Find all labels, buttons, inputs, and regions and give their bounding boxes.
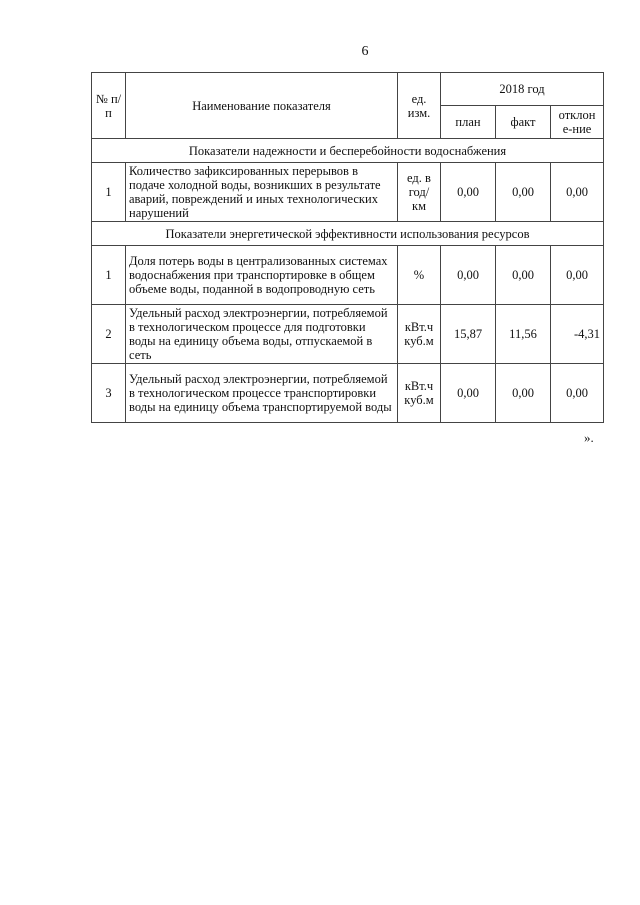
row-plan: 0,00 (441, 163, 496, 222)
row-deviation: -4,31 (551, 305, 604, 364)
closing-quote-mark: ». (584, 430, 594, 445)
table-row (92, 163, 604, 222)
row-deviation: 0,00 (551, 364, 604, 423)
section-row (92, 139, 604, 163)
table-row (92, 305, 604, 364)
table-header-row (92, 73, 604, 106)
row-fact: 0,00 (496, 163, 551, 222)
row-name: Количество зафиксированных перерывов в подаче холодной воды, возникших в результате аварий, повреждений и иных технологических нарушений (126, 163, 398, 222)
row-num: 1 (92, 246, 126, 305)
row-deviation: 0,00 (551, 163, 604, 222)
header-year: 2018 год (441, 73, 604, 106)
header-name: Наименование показателя (126, 73, 398, 139)
header-deviation: отклон е-ние (551, 106, 604, 139)
row-name: Доля потерь воды в централизованных системах водоснабжения при транспортировке в общем объеме воды, поданной в водопроводную сеть (126, 246, 398, 305)
section-row (92, 222, 604, 246)
row-unit: кВт.ч куб.м (398, 364, 441, 423)
header-plan: план (441, 106, 496, 139)
table-row (92, 246, 604, 305)
row-name: Удельный расход электроэнергии, потребляемой в технологическом процессе для подготовки воды на единицу объема воды, отпускаемой в сеть (126, 305, 398, 364)
row-name: Удельный расход электроэнергии, потребляемой в технологическом процессе транспортировки воды на единицу объема транспортируемой воды (126, 364, 398, 423)
header-num: № п/п (92, 73, 126, 139)
row-unit: кВт.ч куб.м (398, 305, 441, 364)
row-num: 2 (92, 305, 126, 364)
header-fact: факт (496, 106, 551, 139)
indicators-table (91, 72, 604, 423)
row-unit: % (398, 246, 441, 305)
row-plan: 0,00 (441, 364, 496, 423)
row-plan: 15,87 (441, 305, 496, 364)
table-row (92, 364, 604, 423)
row-fact: 0,00 (496, 246, 551, 305)
row-num: 1 (92, 163, 126, 222)
row-deviation: 0,00 (551, 246, 604, 305)
section-title: Показатели надежности и бесперебойности водоснабжения (92, 139, 604, 163)
row-fact: 11,56 (496, 305, 551, 364)
row-fact: 0,00 (496, 364, 551, 423)
section-title: Показатели энергетической эффективности использования ресурсов (92, 222, 604, 246)
page-number: 6 (361, 44, 369, 59)
header-unit: ед. изм. (398, 73, 441, 139)
row-plan: 0,00 (441, 246, 496, 305)
row-num: 3 (92, 364, 126, 423)
row-unit: ед. в год/ км (398, 163, 441, 222)
